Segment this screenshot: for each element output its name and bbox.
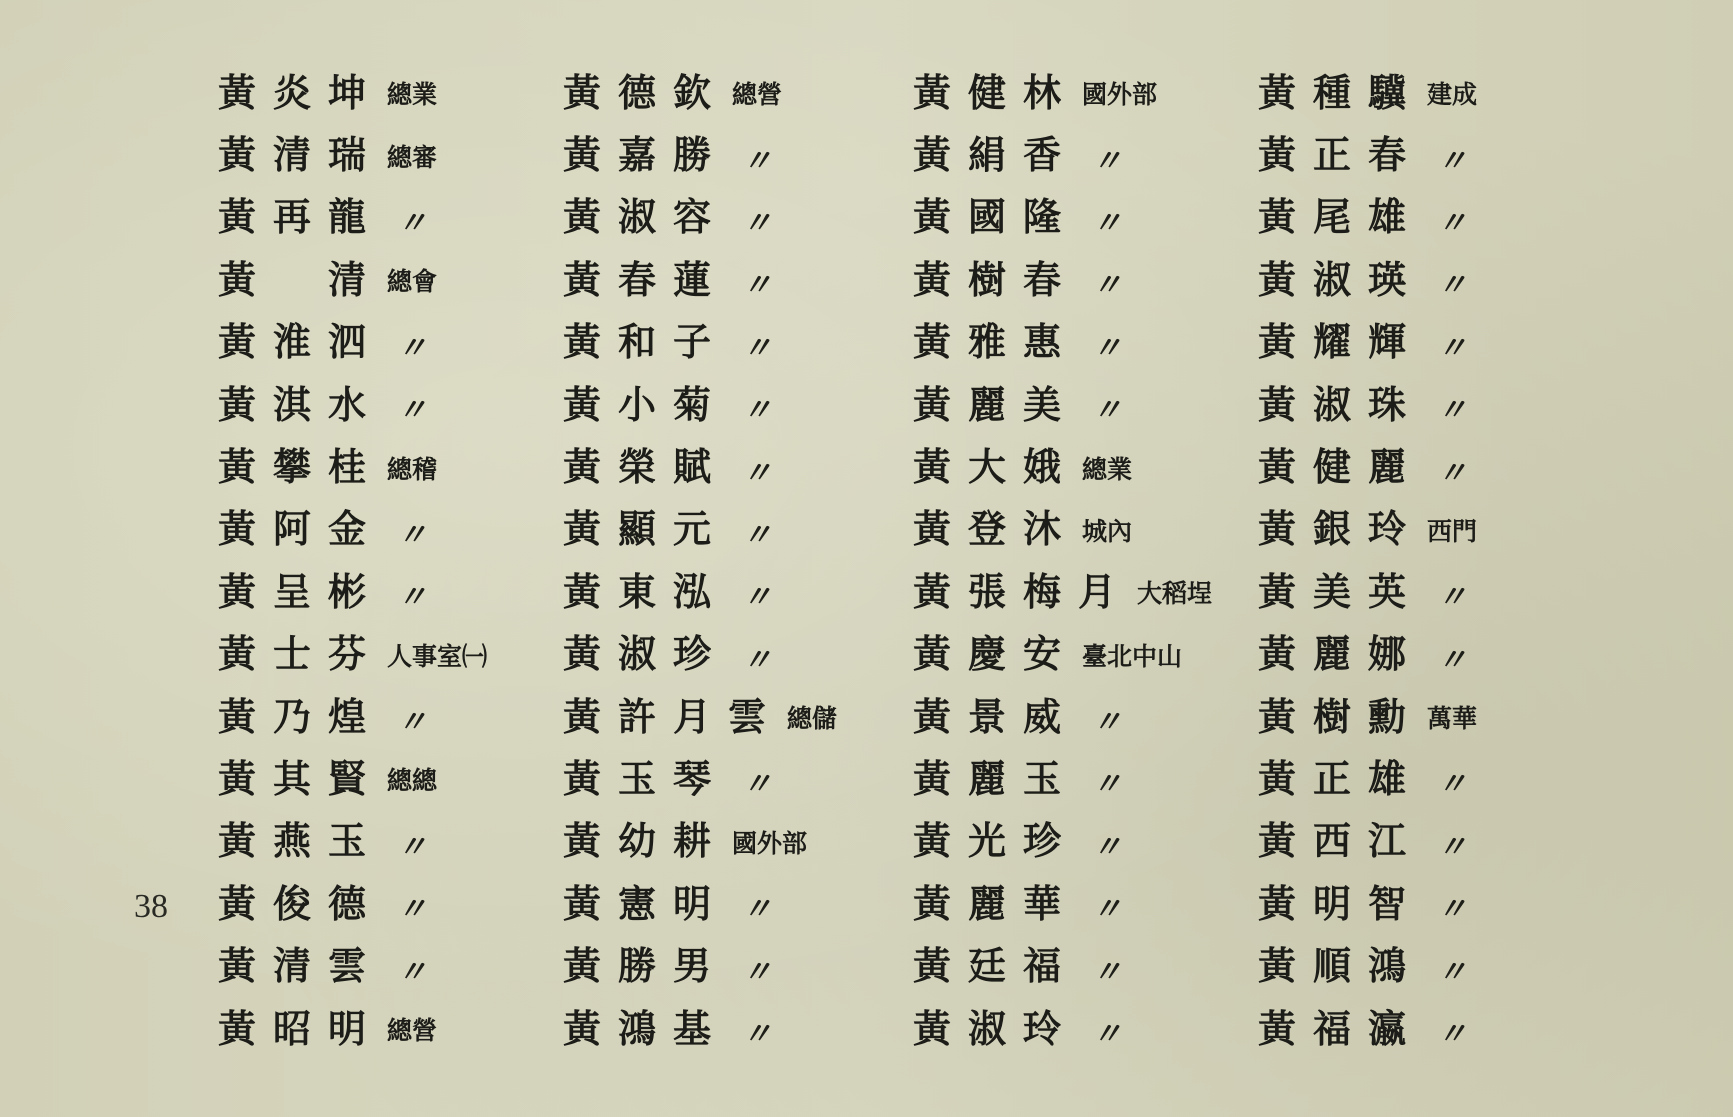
person-name: 黃玉琴 [563,755,729,801]
ditto-mark: 〃 [1092,892,1121,928]
name-entry [1258,245,1477,307]
ditto-mark: 〃 [742,892,771,928]
ditto-mark: 〃 [397,892,426,928]
unit-label: 總業 [1082,454,1133,484]
unit-label: 總營 [387,1016,438,1046]
unit-label: 總業 [387,80,438,110]
ditto-mark: 〃 [742,954,771,990]
name-entry [218,744,487,806]
ditto-mark: 〃 [742,268,771,304]
name-entry [913,370,1212,432]
person-name: 黃慶安 [913,631,1079,677]
name-entry [1258,370,1477,432]
name-entry [563,308,837,370]
ditto-mark: 〃 [742,330,771,366]
person-name: 黃淑珠 [1258,381,1424,427]
name-entry [1258,620,1477,682]
name-entry [913,557,1212,619]
name-entry [563,682,837,744]
person-name: 黃淇水 [218,381,384,427]
ditto-mark: 〃 [742,143,771,179]
name-entry [1258,682,1477,744]
name-entry [563,931,837,993]
person-name: 黃景威 [913,693,1079,739]
name-entry [218,120,487,182]
ditto-mark: 〃 [397,705,426,741]
ditto-mark: 〃 [1437,205,1466,241]
name-entry [218,557,487,619]
person-name: 黃登沐 [913,506,1079,552]
name-entry [218,931,487,993]
name-entry [1258,308,1477,370]
person-name: 黃麗玉 [913,755,1079,801]
unit-label: 西門 [1427,516,1478,546]
name-entry [1258,869,1477,931]
name-entry [563,620,837,682]
name-entry [1258,120,1477,182]
unit-label: 大稻埕 [1137,579,1213,609]
unit-label: 建成 [1427,80,1478,110]
person-name: 黃憲明 [563,880,729,926]
unit-label: 總營 [732,80,783,110]
person-name: 黃淑珍 [563,631,729,677]
ditto-mark: 〃 [1437,580,1466,616]
ditto-mark: 〃 [397,393,426,429]
person-name: 黃阿金 [218,506,384,552]
name-entry [218,183,487,245]
name-entry [913,120,1212,182]
person-name: 黃種驥 [1258,69,1424,115]
name-entry [563,58,837,120]
person-name: 黃淮泗 [218,319,384,365]
name-entry [218,869,487,931]
ditto-mark: 〃 [1092,954,1121,990]
name-entry [563,807,837,869]
name-entry [563,183,837,245]
person-name: 黃大娥 [913,444,1079,490]
unit-label: 人事室㈠ [387,641,488,671]
person-name: 黃美英 [1258,568,1424,614]
name-entry [218,58,487,120]
ditto-mark: 〃 [397,517,426,553]
person-name: 黃許月雲 [563,693,784,739]
name-entry [913,744,1212,806]
person-name: 黃樹春 [913,256,1079,302]
person-name: 黃乃煌 [218,693,384,739]
person-name: 黃清瑞 [218,132,384,178]
person-name: 黃幼耕 [563,818,729,864]
ditto-mark: 〃 [1437,455,1466,491]
person-name: 黃清雲 [218,943,384,989]
unit-label: 總總 [387,766,438,796]
person-name: 黃燕玉 [218,818,384,864]
person-name: 黃尾雄 [1258,194,1424,240]
person-name: 黃勝男 [563,943,729,989]
person-name: 黃鴻基 [563,1005,729,1051]
person-name: 黃光珍 [913,818,1079,864]
name-entry [913,432,1212,494]
person-name: 黃正春 [1258,132,1424,178]
person-name: 黃其賢 [218,755,384,801]
name-entry [563,432,837,494]
name-column-4 [1258,58,1477,1056]
name-entry [563,994,837,1056]
person-name: 黃福瀛 [1258,1005,1424,1051]
ditto-mark: 〃 [742,205,771,241]
page-number: 38 [134,888,168,925]
ditto-mark: 〃 [742,517,771,553]
ditto-mark: 〃 [1092,829,1121,865]
name-entry [913,245,1212,307]
person-name: 黃絹香 [913,132,1079,178]
ditto-mark: 〃 [1437,393,1466,429]
unit-label: 總審 [387,142,438,172]
ditto-mark: 〃 [1092,268,1121,304]
person-name: 黃 清 [218,256,384,302]
ditto-mark: 〃 [742,767,771,803]
name-entry [1258,931,1477,993]
name-entry [1258,807,1477,869]
ditto-mark: 〃 [742,580,771,616]
ditto-mark: 〃 [1092,330,1121,366]
person-name: 黃正雄 [1258,755,1424,801]
person-name: 黃和子 [563,319,729,365]
name-entry [218,432,487,494]
name-entry [913,58,1212,120]
unit-label: 國外部 [1082,80,1158,110]
ditto-mark: 〃 [1437,143,1466,179]
person-name: 黃健林 [913,69,1079,115]
person-name: 黃再龍 [218,194,384,240]
person-name: 黃樹勳 [1258,693,1424,739]
ditto-mark: 〃 [1092,767,1121,803]
unit-label: 臺北中山 [1082,641,1183,671]
name-entry [1258,744,1477,806]
person-name: 黃德欽 [563,69,729,115]
ditto-mark: 〃 [1437,1017,1466,1053]
name-entry [913,620,1212,682]
name-entry [1258,495,1477,557]
name-entry [913,495,1212,557]
name-entry [218,495,487,557]
name-entry [913,869,1212,931]
name-entry [913,682,1212,744]
ditto-mark: 〃 [742,1017,771,1053]
name-entry [563,869,837,931]
ditto-mark: 〃 [397,205,426,241]
name-entry [1258,994,1477,1056]
ditto-mark: 〃 [397,580,426,616]
person-name: 黃嘉勝 [563,132,729,178]
name-entry [563,120,837,182]
person-name: 黃俊德 [218,880,384,926]
unit-label: 城內 [1082,516,1133,546]
name-column-3 [913,58,1212,1056]
name-entry [218,807,487,869]
ditto-mark: 〃 [1437,642,1466,678]
ditto-mark: 〃 [1437,892,1466,928]
person-name: 黃士芬 [218,631,384,677]
unit-label: 國外部 [732,828,808,858]
ditto-mark: 〃 [397,954,426,990]
ditto-mark: 〃 [1437,268,1466,304]
name-entry [218,994,487,1056]
name-entry [913,931,1212,993]
person-name: 黃榮賦 [563,444,729,490]
person-name: 黃國隆 [913,194,1079,240]
ditto-mark: 〃 [1092,705,1121,741]
unit-label: 總會 [387,267,438,297]
name-entry [1258,432,1477,494]
person-name: 黃顯元 [563,506,729,552]
name-entry [218,245,487,307]
name-entry [563,557,837,619]
person-name: 黃雅惠 [913,319,1079,365]
name-entry [563,245,837,307]
person-name: 黃小菊 [563,381,729,427]
ditto-mark: 〃 [742,455,771,491]
person-name: 黃銀玲 [1258,506,1424,552]
person-name: 黃麗娜 [1258,631,1424,677]
name-entry [218,620,487,682]
person-name: 黃耀輝 [1258,319,1424,365]
ditto-mark: 〃 [397,330,426,366]
name-entry [563,744,837,806]
person-name: 黃順鴻 [1258,943,1424,989]
name-entry [563,495,837,557]
name-entry [1258,183,1477,245]
name-entry [218,370,487,432]
ditto-mark: 〃 [1437,330,1466,366]
name-entry [913,308,1212,370]
person-name: 黃西江 [1258,818,1424,864]
name-entry [913,183,1212,245]
unit-label: 萬華 [1427,704,1478,734]
person-name: 黃健麗 [1258,444,1424,490]
ditto-mark: 〃 [397,829,426,865]
name-column-2 [563,58,837,1056]
name-entry [1258,557,1477,619]
name-entry [218,682,487,744]
person-name: 黃淑瑛 [1258,256,1424,302]
person-name: 黃炎坤 [218,69,384,115]
ditto-mark: 〃 [742,393,771,429]
person-name: 黃明智 [1258,880,1424,926]
ditto-mark: 〃 [1437,954,1466,990]
ditto-mark: 〃 [1437,767,1466,803]
unit-label: 總儲 [787,704,838,734]
person-name: 黃麗美 [913,381,1079,427]
ditto-mark: 〃 [1092,393,1121,429]
person-name: 黃廷福 [913,943,1079,989]
name-entry [563,370,837,432]
name-entry [913,807,1212,869]
person-name: 黃東泓 [563,568,729,614]
person-name: 黃昭明 [218,1005,384,1051]
ditto-mark: 〃 [1092,143,1121,179]
person-name: 黃麗華 [913,880,1079,926]
person-name: 黃淑容 [563,194,729,240]
person-name: 黃張梅月 [913,568,1134,614]
person-name: 黃攀桂 [218,444,384,490]
ditto-mark: 〃 [1437,829,1466,865]
ditto-mark: 〃 [742,642,771,678]
person-name: 黃春蓮 [563,256,729,302]
person-name: 黃呈彬 [218,568,384,614]
unit-label: 總稽 [387,454,438,484]
name-entry [1258,58,1477,120]
ditto-mark: 〃 [1092,1017,1121,1053]
name-entry [913,994,1212,1056]
ditto-mark: 〃 [1092,205,1121,241]
name-column-1 [218,58,487,1056]
name-entry [218,308,487,370]
person-name: 黃淑玲 [913,1005,1079,1051]
